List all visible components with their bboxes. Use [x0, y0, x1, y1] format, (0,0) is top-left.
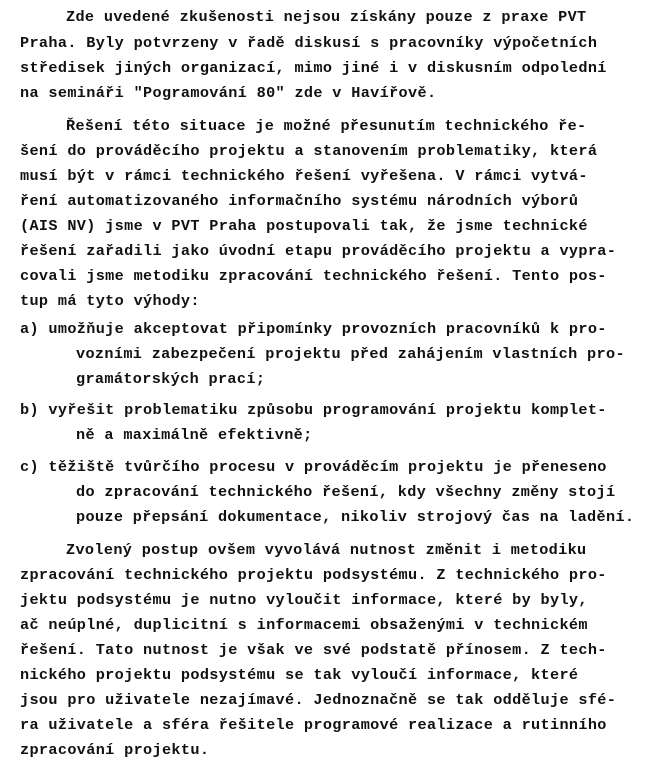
text-line: gramátorských prací; — [76, 370, 266, 388]
text-line: nického projektu podsystému se tak vyloučí informace, které — [20, 666, 579, 684]
text-line: ně a maximálně efektivně; — [76, 426, 313, 444]
text-line: řešení zařadili jako úvodní etapu prováděcího projektu a vypra- — [20, 242, 617, 260]
text-line: středisek jiných organizací, mimo jiné i v diskusním odpolední — [20, 59, 607, 77]
text-line: vozními zabezpečení projektu před zahájením vlastních pro- — [76, 345, 625, 363]
text-line: jsou pro uživatele nezajímavé. Jednoznačně se tak odděluje sfé- — [20, 691, 617, 709]
text-line: Zvolený postup ovšem vyvolává nutnost změnit i metodiku — [66, 541, 587, 559]
text-line: zpracování technického projektu podsystému. Z technického pro- — [20, 566, 607, 584]
text-line: tup má tyto výhody: — [20, 292, 200, 310]
text-line: Zde uvedené zkušenosti nejsou získány pouze z praxe PVT — [66, 8, 587, 26]
text-line: ření automatizovaného informačního systému národních výborů — [20, 192, 579, 210]
text-line: Řešení této situace je možné přesunutím technického ře- — [66, 117, 587, 135]
text-line: jektu podsystému je nutno vyloučit informace, které by byly, — [20, 591, 588, 609]
text-line: pouze přepsání dokumentace, nikoliv strojový čas na ladění. — [76, 508, 635, 526]
text-line: do zpracování technického řešení, kdy všechny změny stojí — [76, 483, 616, 501]
text-line: a) umožňuje akceptovat připomínky provozních pracovníků k pro- — [20, 320, 607, 338]
text-line: zpracování projektu. — [20, 741, 210, 759]
text-line: na semináři "Pogramování 80" zde v Havířově. — [20, 84, 437, 102]
text-line: ač neúplné, duplicitní s informacemi obsaženými v technickém — [20, 616, 588, 634]
text-line: covali jsme metodiku zpracování technického řešení. Tento pos- — [20, 267, 607, 285]
text-line: musí být v rámci technického řešení vyřešena. V rámci vytvá- — [20, 167, 588, 185]
text-line: Praha. Byly potvrzeny v řadě diskusí s pracovníky výpočetních — [20, 34, 598, 52]
text-line: ra uživatele a sféra řešitele programové realizace a rutinního — [20, 716, 607, 734]
text-line: b) vyřešit problematiku způsobu programování projektu komplet- — [20, 401, 607, 419]
text-line: c) těžiště tvůrčího procesu v prováděcím projektu je přeneseno — [20, 458, 607, 476]
text-line: řešení. Tato nutnost je však ve své podstatě přínosem. Z tech- — [20, 641, 607, 659]
text-line: (AIS NV) jsme v PVT Praha postupovali tak, že jsme technické — [20, 217, 588, 235]
text-line: šení do prováděcího projektu a stanovením problematiky, která — [20, 142, 598, 160]
